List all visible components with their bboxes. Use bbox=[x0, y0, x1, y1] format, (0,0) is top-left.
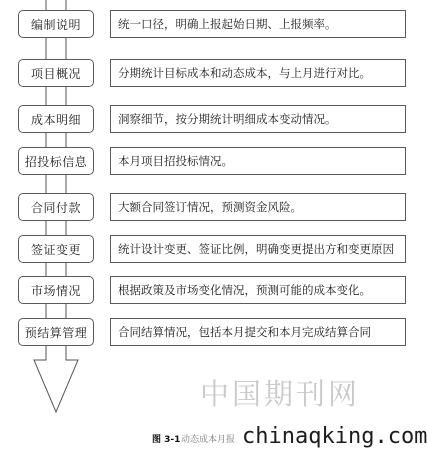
step-description: 分期统计目标成本和动态成本，与上月进行对比。 bbox=[110, 59, 406, 87]
site-watermark: chinaqking.com bbox=[242, 424, 427, 449]
step-label: 市场情况 bbox=[18, 276, 94, 304]
step-description: 本月项目招投标情况。 bbox=[110, 147, 406, 175]
step-description: 合同结算情况，包括本月提交和本月完成结算合同 bbox=[110, 318, 406, 346]
step-description: 根据政策及市场变化情况，预测可能的成本变化。 bbox=[110, 276, 406, 304]
step-description: 统一口径，明确上报起始日期、上报频率。 bbox=[110, 10, 406, 38]
journal-watermark: 中国期刊网 bbox=[200, 377, 361, 411]
figure-caption-label: 图 3-1 bbox=[152, 435, 181, 445]
step-description: 大额合同签订情况，预测资金风险。 bbox=[110, 193, 406, 221]
step-label: 成本明细 bbox=[18, 105, 94, 133]
step-label: 招投标信息 bbox=[18, 147, 94, 175]
step-label: 编制说明 bbox=[18, 10, 94, 38]
step-label: 项目概况 bbox=[18, 59, 94, 87]
step-label: 预结算管理 bbox=[18, 318, 94, 346]
figure-caption-text: 动态成本月报 bbox=[181, 435, 236, 445]
step-description: 统计设计变更、签证比例，明确变更提出方和变更原因 bbox=[110, 235, 406, 263]
step-label: 合同付款 bbox=[18, 193, 94, 221]
step-description: 洞察细节，按分期统计明细成本变动情况。 bbox=[110, 105, 406, 133]
step-label: 签证变更 bbox=[18, 235, 94, 263]
